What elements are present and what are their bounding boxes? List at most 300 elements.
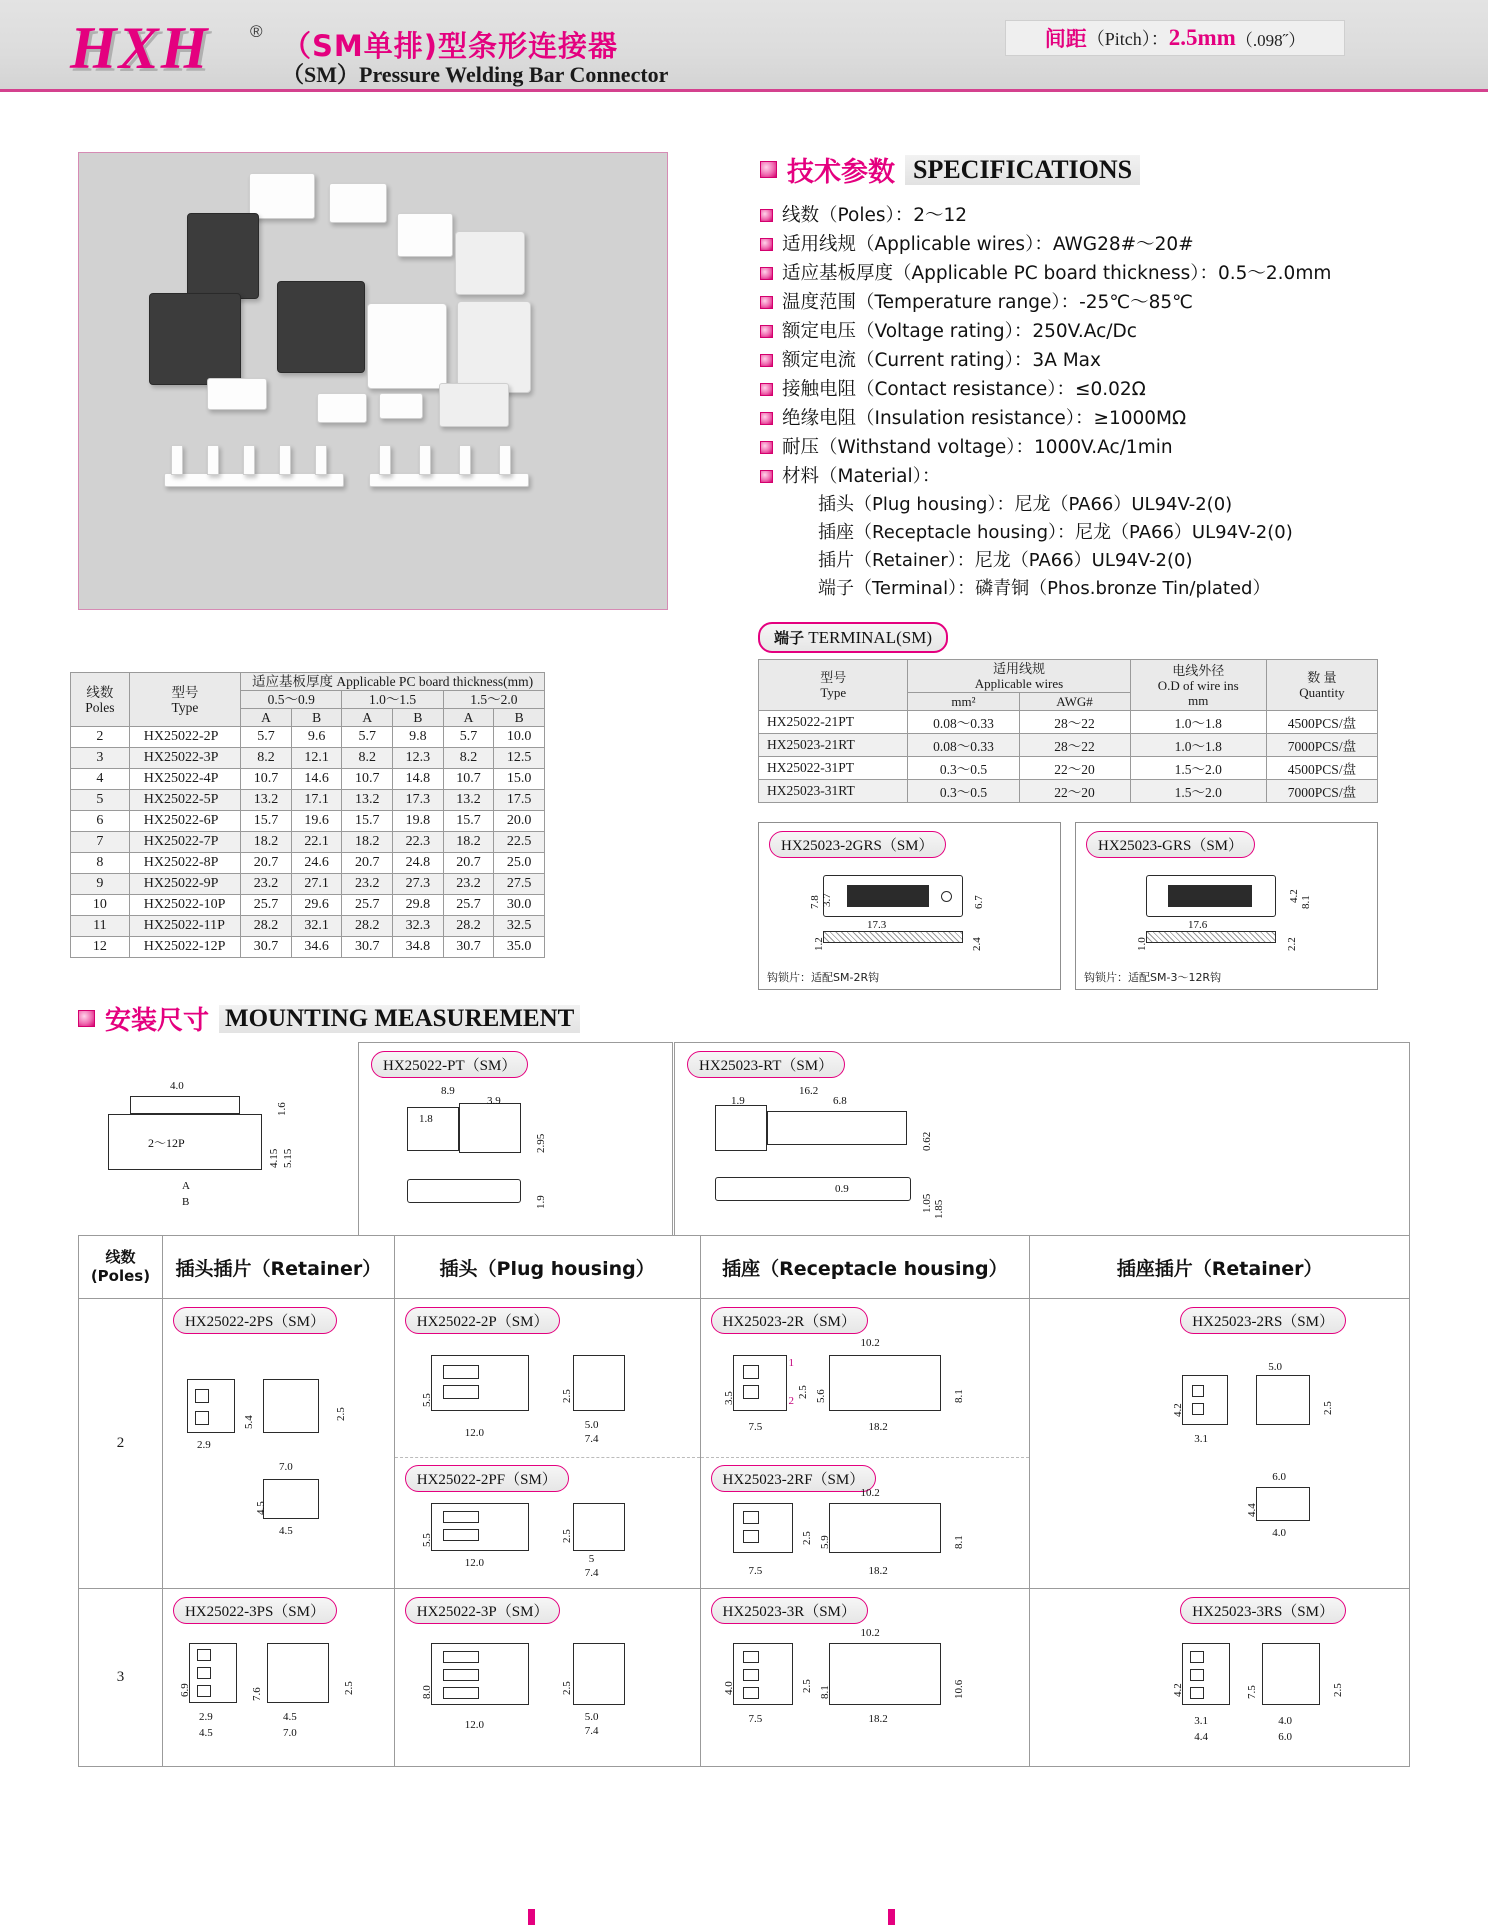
bullet-square-icon [760, 238, 773, 251]
pt-dim-2-95: 2.95 [535, 1133, 547, 1153]
cell-3p-receptacle [701, 1589, 1031, 1766]
spec-item-text: 耐压（Withstand voltage）：1000V.Ac/1min [782, 437, 1173, 458]
dim-2r-7-5: 7.5 [748, 1421, 763, 1433]
cell-type: HX25022-7P [129, 832, 240, 853]
dim-3p-2-5: 2.5 [560, 1681, 573, 1695]
row-poles-3: 3 [79, 1589, 163, 1766]
cell-type: HX25022-4P [129, 769, 240, 790]
photo-part-terminal-7 [419, 445, 431, 475]
cell-value: 15.7 [342, 811, 393, 832]
dim-3r-18-2: 18.2 [868, 1713, 888, 1725]
specifications-heading-en: SPECIFICATIONS [905, 155, 1140, 185]
dim-3r-10-6: 10.6 [952, 1679, 965, 1699]
cell-2rs-title: HX25023-2RS（SM） [1180, 1307, 1346, 1334]
shape-3ps-cav2 [197, 1667, 211, 1679]
cell-divider [395, 1457, 700, 1458]
rt-dim-1-9: 1.9 [731, 1095, 745, 1107]
cell-value: 25.7 [443, 895, 494, 916]
cell-awg: 28～22 [1019, 734, 1130, 757]
spec-item-text: 绝缘电阻（Insulation resistance）：≥1000MΩ [782, 408, 1187, 429]
terminal-qty-cn: 数 量 [1307, 670, 1337, 685]
dim-2p-7-4: 7.4 [584, 1433, 599, 1445]
cell-type: HX25022-12P [129, 937, 240, 958]
grs-grs-dim-1-0: 1.0 [1136, 937, 1148, 951]
shape-2rs-cav2 [1192, 1403, 1204, 1415]
product-grid [78, 1235, 1410, 1767]
pt-wire-barrel [459, 1103, 521, 1153]
grs-2grs-dim-7-8: 7.8 [809, 895, 821, 909]
shape-3p-front [573, 1643, 625, 1705]
dim-2rf-5-9: 5.9 [818, 1535, 831, 1549]
rt-drawing-box [674, 1042, 1410, 1238]
cell-value: 5.7 [443, 727, 494, 748]
terminal-type-cn: 型号 [820, 670, 847, 685]
row-poles-2: 2 [79, 1299, 163, 1588]
grid-header-receptacle-retainer: 插座插片（Retainer） [1116, 1257, 1323, 1280]
bullet-square-icon [760, 383, 773, 396]
dim-2ps-2-5: 2.5 [334, 1407, 347, 1421]
cell-poles: 7 [71, 832, 130, 853]
shape-2rs-side [1256, 1375, 1310, 1425]
grs-2grs-dim-3-7: 3.7 [821, 893, 833, 907]
photo-part-white-housing-4 [455, 231, 525, 295]
terminal-od-unit: mm [1188, 692, 1209, 708]
dim-3ps-2-5: 2.5 [342, 1681, 355, 1695]
shape-2r-cav1 [743, 1365, 759, 1379]
cell-2rf-title: HX25023-2RF（SM） [711, 1465, 877, 1492]
mounting-outline-drawing [90, 1058, 320, 1218]
pt-dim-8-9: 8.9 [441, 1085, 455, 1097]
shape-3r-cav1 [743, 1651, 759, 1663]
shape-3r-front [733, 1643, 793, 1705]
table-row [71, 874, 545, 895]
dim-2pf-5: 5 [588, 1553, 595, 1565]
cell-value: 27.1 [291, 874, 342, 895]
product-grid-row-3p [79, 1588, 1409, 1766]
cell-value: 28.2 [443, 916, 494, 937]
mounting-heading-cn: 安装尺寸 [105, 1006, 210, 1036]
photo-part-terminal-strip-2 [369, 473, 529, 487]
rt-side-view [715, 1177, 911, 1201]
rt-dim-0-9: 0.9 [835, 1183, 849, 1195]
table-row [71, 748, 545, 769]
spec-item-wires [760, 230, 1440, 259]
cell-2p-plug-retainer [163, 1299, 395, 1588]
cell-poles: 12 [71, 937, 130, 958]
shape-2rs-bottom [1256, 1487, 1310, 1521]
dimension-table-group-header: 适应基板厚度 Applicable PC board thickness(mm) [241, 673, 545, 691]
cell-mm2: 0.08～0.33 [908, 734, 1019, 757]
photo-part-terminal-6 [379, 445, 391, 475]
pitch-label-en: （Pitch）： [1086, 29, 1169, 49]
table-row [71, 832, 545, 853]
bullet-square-icon [78, 1010, 95, 1027]
bullet-square-icon [760, 161, 777, 178]
grid-header-poles-en: (Poles) [90, 1267, 151, 1285]
cell-value: 30.0 [494, 895, 545, 916]
product-title-english: （SM）Pressure Welding Bar Connector [282, 62, 669, 87]
dim-2p-5-5: 5.5 [420, 1393, 433, 1407]
terminal-type-header [759, 660, 908, 711]
shape-2p-cav2 [443, 1385, 479, 1399]
spec-item-temperature [760, 288, 1440, 317]
cell-value: 30.7 [443, 937, 494, 958]
cell-value: 13.2 [443, 790, 494, 811]
grid-header-plug-retainer: 插头插片（Retainer） [163, 1236, 395, 1298]
terminal-badge-cn: 端子 [774, 629, 805, 647]
photo-part-grey-housing-2 [439, 383, 509, 427]
table-row [71, 811, 545, 832]
cell-value: 12.1 [291, 748, 342, 769]
shape-2p-cav1 [443, 1365, 479, 1379]
shape-3ps-cav1 [197, 1649, 211, 1661]
shape-2pf-cav1 [443, 1511, 479, 1523]
photo-part-grey-housing-1 [457, 301, 531, 393]
grs-2grs-dim-1-2: 1.2 [813, 937, 825, 951]
cell-type: HX25022-11P [129, 916, 240, 937]
shape-2rs-cav1 [1192, 1385, 1204, 1397]
cell-3p-receptacle-retainer [1030, 1589, 1409, 1766]
cell-3p-title: HX25022-3P（SM） [405, 1597, 561, 1624]
spec-item-voltage [760, 317, 1440, 346]
dim-3r-4-0: 4.0 [722, 1681, 735, 1695]
spec-item-text: 材料（Material）： [782, 466, 941, 487]
dim-2pf-12-0: 12.0 [464, 1557, 485, 1569]
pt-drawing-box [358, 1042, 673, 1238]
dim-2rs-4-4: 4.4 [1246, 1503, 1259, 1517]
cell-value: 14.8 [393, 769, 444, 790]
outline-dim-1-6: 1.6 [276, 1102, 288, 1116]
spec-item-material [760, 462, 1440, 491]
dim-3rs-7-5: 7.5 [1246, 1685, 1259, 1699]
cell-value: 29.6 [291, 895, 342, 916]
cell-terminal-type: HX25022-31PT [759, 757, 908, 780]
shape-3r-cav2 [743, 1669, 759, 1681]
photo-part-white-housing-5 [367, 303, 447, 389]
dim-2r-pin2: 2 [788, 1395, 795, 1407]
type-header-cn: 型号 [171, 684, 199, 700]
terminal-badge-en: TERMINAL(SM) [808, 628, 932, 647]
terminal-qty-header [1266, 660, 1377, 711]
terminal-od-en: O.D of wire ins [1157, 677, 1239, 693]
dim-3p-7-4: 7.4 [584, 1725, 599, 1737]
cell-mm2: 0.3～0.5 [908, 757, 1019, 780]
grs-grs-dim-8-1: 8.1 [1300, 895, 1312, 909]
photo-part-terminal-1 [171, 445, 183, 475]
rt-dim-1-05: 1.05 [921, 1193, 933, 1213]
grs-grs-dim-17-6: 17.6 [1188, 919, 1208, 931]
dim-3ps-4-5a: 4.5 [198, 1727, 213, 1739]
spec-item-poles [760, 201, 1440, 230]
spec-item-text: 额定电压（Voltage rating）：250V.Ac/Dc [782, 321, 1137, 342]
range-header-2: 1.0～1.5 [342, 691, 443, 709]
bullet-square-icon [760, 296, 773, 309]
dim-2pf-2-5: 2.5 [560, 1529, 573, 1543]
grid-header-receptacle-housing: 插座（Receptacle housing） [701, 1236, 1031, 1298]
cell-mm2: 0.3～0.5 [908, 780, 1019, 803]
cell-value: 23.2 [241, 874, 292, 895]
outline-dim-a: A [182, 1180, 190, 1192]
product-photo [78, 152, 668, 610]
spec-item-text: 适用线规（Applicable wires）：AWG28#～20# [782, 234, 1194, 255]
dim-2r-pin1: 1 [788, 1357, 795, 1369]
cell-value: 20.7 [443, 853, 494, 874]
rt-box-title: HX25023-RT（SM） [687, 1051, 845, 1078]
dimension-table-body [71, 727, 545, 958]
cell-value: 14.6 [291, 769, 342, 790]
shape-2pf-front [573, 1503, 625, 1551]
photo-part-white-housing-6 [207, 378, 267, 410]
terminal-table-body [759, 711, 1378, 803]
cell-terminal-type: HX25022-21PT [759, 711, 908, 734]
cell-value: 8.2 [443, 748, 494, 769]
cell-value: 34.8 [393, 937, 444, 958]
cell-2pf-title: HX25022-2PF（SM） [405, 1465, 569, 1492]
photo-part-dark-housing-2 [149, 293, 241, 385]
dim-3p-5-0: 5.0 [584, 1711, 599, 1723]
dim-2pf-5-5: 5.5 [420, 1533, 433, 1547]
dim-2p-5-0: 5.0 [584, 1419, 599, 1431]
dim-2ps-5-4: 5.4 [242, 1415, 255, 1429]
cell-value: 12.3 [393, 748, 444, 769]
cell-2p-title: HX25022-2P（SM） [405, 1307, 561, 1334]
cell-awg: 22～20 [1019, 780, 1130, 803]
photo-part-white-housing-1 [249, 173, 315, 219]
dim-2r-2-5: 2.5 [796, 1385, 809, 1399]
table-row [71, 853, 545, 874]
cell-poles: 8 [71, 853, 130, 874]
sub-col-a3: A [443, 709, 494, 727]
product-title-chinese: （SM单排)型条形连接器 [282, 29, 618, 63]
dim-2ps-2-9: 2.9 [196, 1439, 211, 1451]
cell-value: 29.8 [393, 895, 444, 916]
dim-2rf-7-5: 7.5 [748, 1565, 763, 1577]
dim-3r-2-5: 2.5 [800, 1679, 813, 1693]
footer-tick-left [528, 1909, 535, 1925]
cell-mm2: 0.08～0.33 [908, 711, 1019, 734]
dim-2p-12-0: 12.0 [464, 1427, 485, 1439]
cell-type: HX25022-8P [129, 853, 240, 874]
dim-3r-8-1: 8.1 [818, 1685, 831, 1699]
spec-item-withstand-voltage [760, 433, 1440, 462]
cell-type: HX25022-2P [129, 727, 240, 748]
photo-part-dark-housing-3 [277, 281, 365, 373]
terminal-mm2-header: mm² [908, 693, 1019, 711]
shape-2rs-front [1182, 1375, 1228, 1425]
dim-2rs-5-0: 5.0 [1268, 1361, 1283, 1373]
dim-3ps-4-5b: 4.5 [282, 1711, 297, 1723]
dim-2rf-2-5: 2.5 [800, 1531, 813, 1545]
cell-value: 19.8 [393, 811, 444, 832]
cell-value: 22.1 [291, 832, 342, 853]
shape-2ps-cav1 [195, 1389, 209, 1403]
rt-dim-0-62: 0.62 [921, 1131, 933, 1151]
terminal-qty-en: Quantity [1299, 685, 1345, 700]
table-row [71, 727, 545, 748]
shape-2r-cav2 [743, 1385, 759, 1399]
shape-2ps-side [263, 1379, 319, 1433]
dimension-table-poles-header [71, 673, 130, 727]
cell-value: 9.8 [393, 727, 444, 748]
cell-value: 22.3 [393, 832, 444, 853]
grs-grs-note: 钩锁片：适配SM-3～12R钩 [1084, 971, 1222, 984]
bullet-square-icon [760, 412, 773, 425]
cell-value: 32.5 [494, 916, 545, 937]
cell-value: 34.6 [291, 937, 342, 958]
dim-2pf-7-4: 7.4 [584, 1567, 599, 1579]
outline-dim-top: 4.0 [170, 1080, 184, 1092]
spec-item-text: 接触电阻（Contact resistance）：≤0.02Ω [782, 379, 1146, 400]
shape-2ps-cav2 [195, 1411, 209, 1425]
outline-top-flange [130, 1096, 240, 1114]
photo-part-white-housing-3 [397, 213, 453, 257]
cell-value: 17.1 [291, 790, 342, 811]
dim-3rs-2-5: 2.5 [1332, 1683, 1345, 1697]
cell-poles: 9 [71, 874, 130, 895]
spec-item-pcb-thickness [760, 259, 1440, 288]
poles-header-cn: 线数 [86, 684, 114, 700]
cell-value: 20.7 [241, 853, 292, 874]
dim-2rf-10-2: 10.2 [860, 1487, 880, 1499]
cell-od: 1.0～1.8 [1130, 734, 1266, 757]
pitch-inch-value: （.098˝） [1235, 30, 1306, 50]
cell-3rs-title: HX25023-3RS（SM） [1180, 1597, 1346, 1624]
dim-2r-10-2: 10.2 [860, 1337, 880, 1349]
dim-3rs-3-1: 3.1 [1194, 1715, 1209, 1727]
shape-2p-side [431, 1355, 529, 1411]
cell-value: 24.6 [291, 853, 342, 874]
grs-grs-dim-2-2: 2.2 [1286, 937, 1298, 951]
sub-col-b3: B [494, 709, 545, 727]
cell-3r-title: HX25023-3R（SM） [711, 1597, 868, 1624]
company-logo: HXH [70, 15, 210, 81]
dim-3rs-6-0: 6.0 [1278, 1731, 1293, 1743]
shape-2r-front [733, 1355, 787, 1411]
cell-poles: 3 [71, 748, 130, 769]
photo-part-dark-housing-1 [187, 213, 259, 299]
mounting-measurement-heading [78, 1000, 580, 1037]
sub-col-a1: A [241, 709, 292, 727]
photo-part-terminal-9 [499, 445, 511, 475]
table-row [759, 711, 1378, 734]
photo-part-white-housing-2 [329, 183, 387, 223]
shape-3rs-cav2 [1190, 1669, 1204, 1681]
terminal-awg-header: AWG# [1019, 693, 1130, 711]
shape-3r-side [829, 1643, 941, 1705]
cell-value: 19.6 [291, 811, 342, 832]
range-header-1: 0.5～0.9 [241, 691, 342, 709]
cell-2p-plug-housing [395, 1299, 701, 1588]
registered-trademark-icon: ® [250, 22, 263, 41]
dim-2rs-4-0: 4.0 [1272, 1527, 1287, 1539]
pt-box-title: HX25022-PT（SM） [371, 1051, 528, 1078]
product-grid-header [79, 1236, 1409, 1298]
dim-2rf-18-2: 18.2 [868, 1565, 888, 1577]
grs-grs-title: HX25023-GRS（SM） [1086, 831, 1255, 858]
bullet-square-icon [760, 470, 773, 483]
dim-2rf-8-1: 8.1 [952, 1535, 965, 1549]
cell-divider [701, 1457, 1030, 1458]
bullet-square-icon [760, 441, 773, 454]
cell-value: 30.7 [342, 937, 393, 958]
terminal-table [758, 659, 1378, 803]
terminal-wires-cn: 适用线规 [992, 661, 1045, 676]
cell-value: 15.7 [241, 811, 292, 832]
grs-grs-section [1146, 931, 1276, 943]
dim-3ps-7-6: 7.6 [250, 1687, 263, 1701]
specifications-heading-cn: 技术参数 [787, 157, 895, 188]
shape-2rf-cav2 [743, 1530, 759, 1543]
cell-od: 1.5～2.0 [1130, 780, 1266, 803]
cell-value: 27.3 [393, 874, 444, 895]
dim-2p-2-5: 2.5 [560, 1389, 573, 1403]
terminal-type-en: Type [820, 685, 847, 700]
material-plug-housing: 插头（Plug housing）：尼龙（PA66）UL94V-2(0) [818, 494, 1233, 515]
dimension-table-type-header [129, 673, 240, 727]
cell-value: 13.2 [342, 790, 393, 811]
footer-tick-right [888, 1909, 895, 1925]
cell-type: HX25022-3P [129, 748, 240, 769]
terminal-wires-header [908, 660, 1130, 693]
dim-3rs-4-0: 4.0 [1278, 1715, 1293, 1727]
table-row [71, 895, 545, 916]
cell-value: 27.5 [494, 874, 545, 895]
dim-3p-12-0: 12.0 [464, 1719, 485, 1731]
terminal-wires-en: Applicable wires [974, 676, 1064, 691]
cell-value: 8.2 [342, 748, 393, 769]
grs-2grs-slot [847, 885, 929, 907]
cell-value: 20.7 [342, 853, 393, 874]
cell-qty: 4500PCS/盘 [1266, 757, 1377, 780]
shape-2r-side [829, 1355, 941, 1411]
cell-value: 9.6 [291, 727, 342, 748]
rt-dim-1-85: 1.85 [933, 1199, 945, 1219]
dim-2ps-7-0: 7.0 [278, 1461, 293, 1473]
dim-2r-18-2: 18.2 [868, 1421, 888, 1433]
cell-value: 17.3 [393, 790, 444, 811]
outline-dim-4-15: 4.15 [268, 1148, 280, 1168]
cell-value: 10.7 [443, 769, 494, 790]
pitch-badge [1005, 20, 1345, 56]
shape-3p-cav1 [443, 1651, 479, 1663]
material-sublist [818, 491, 1440, 603]
table-row [759, 780, 1378, 803]
pt-dim-1-9: 1.9 [535, 1195, 547, 1209]
table-row [71, 937, 545, 958]
cell-3p-plug-housing [395, 1589, 701, 1766]
terminal-section [758, 622, 1378, 803]
shape-3p-cav2 [443, 1669, 479, 1681]
cell-value: 23.2 [443, 874, 494, 895]
cell-value: 15.7 [443, 811, 494, 832]
specifications-section [760, 150, 1440, 603]
cell-2p-receptacle [701, 1299, 1031, 1588]
cell-value: 32.3 [393, 916, 444, 937]
cell-value: 18.2 [342, 832, 393, 853]
outline-body [108, 1114, 262, 1170]
grs-2grs-dim-6-7: 6.7 [973, 895, 985, 909]
cell-qty: 4500PCS/盘 [1266, 711, 1377, 734]
dim-2rs-4-2: 4.2 [1172, 1403, 1185, 1417]
spec-item-current [760, 346, 1440, 375]
photo-part-terminal-4 [279, 445, 291, 475]
cell-3ps-title: HX25022-3PS（SM） [173, 1597, 337, 1624]
rt-dim-6-8: 6.8 [833, 1095, 847, 1107]
cell-value: 25.7 [342, 895, 393, 916]
cell-value: 18.2 [443, 832, 494, 853]
cell-od: 1.5～2.0 [1130, 757, 1266, 780]
shape-3rs-cav3 [1190, 1687, 1204, 1699]
